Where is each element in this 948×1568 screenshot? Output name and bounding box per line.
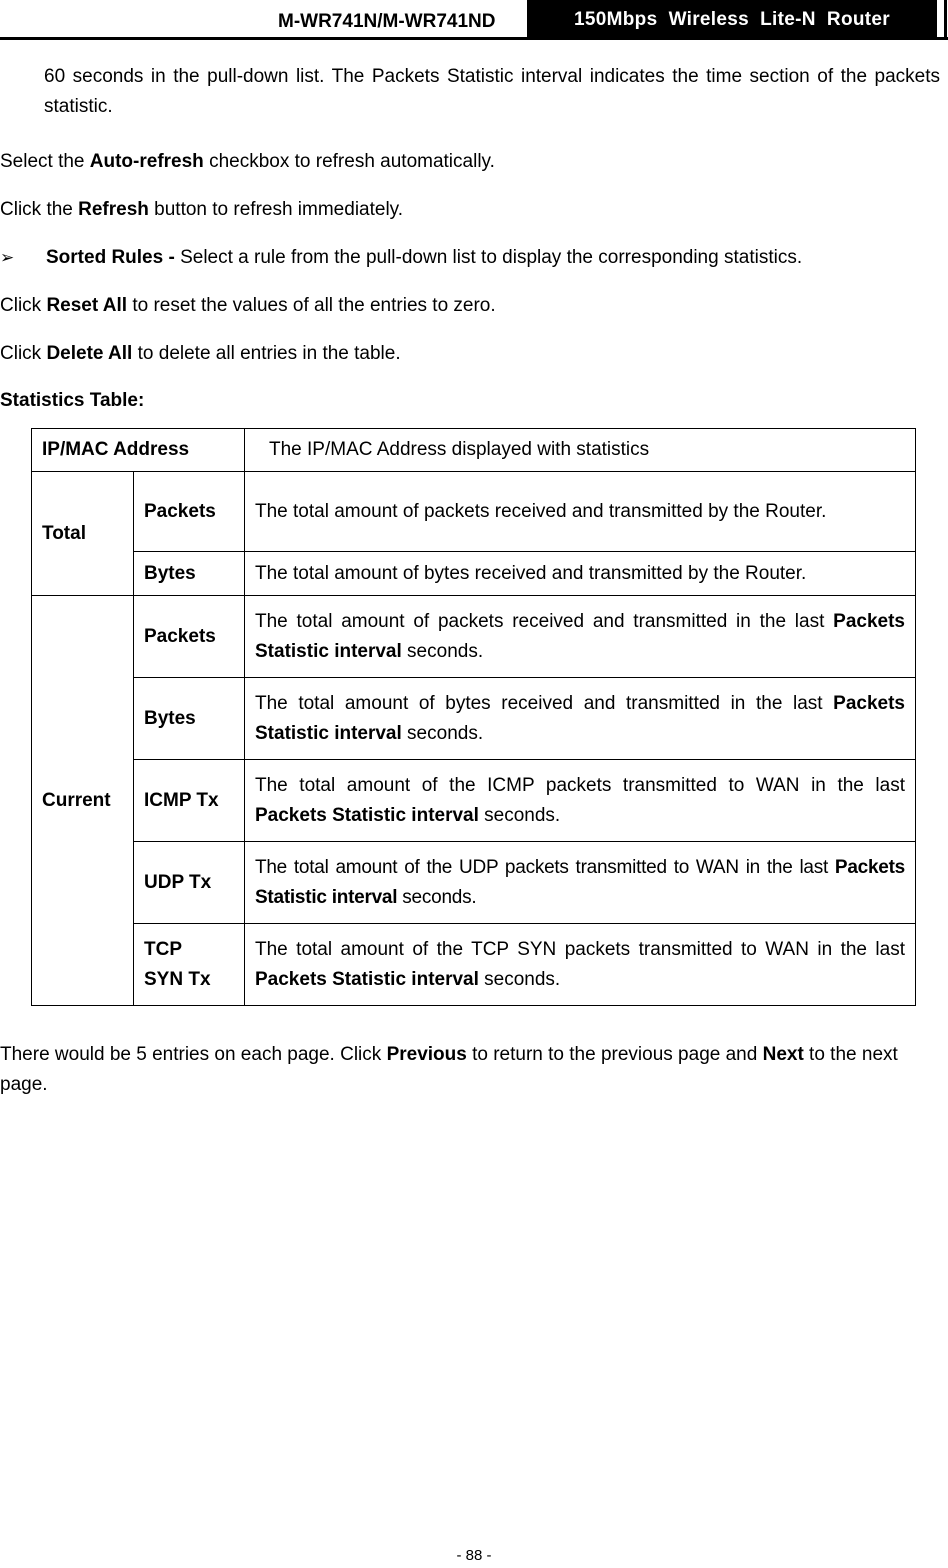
cell-ipmac-desc: The IP/MAC Address displayed with statistics [245, 429, 916, 472]
table-row [32, 552, 916, 596]
term-sorted-rules: Sorted Rules - [46, 247, 181, 268]
paragraph-auto-refresh [0, 147, 942, 177]
term-interval: Packets Statistic interval [255, 692, 905, 744]
text: seconds. [401, 722, 484, 744]
term-interval: Packets Statistic interval [255, 856, 905, 908]
term-previous: Previous [386, 1044, 467, 1065]
arrow-bullet-icon: ➢ [0, 248, 15, 267]
header-model: M-WR741N/M-WR741ND [278, 11, 496, 32]
cell-total-bytes-desc: The total amount of bytes received and transmitted by the Router. [245, 552, 916, 596]
text: Select the [0, 151, 90, 172]
text: The total amount of the ICMP packets transmitted to WAN in the last [255, 774, 905, 796]
cell-cur-bytes-desc [245, 678, 916, 760]
cell-total-packets-desc: The total amount of packets received and transmitted by the Router. [245, 472, 916, 552]
table-row [32, 678, 916, 760]
text: seconds. [401, 640, 484, 662]
term-interval: Packets Statistic interval [255, 610, 905, 662]
text: There would be 5 entries on each page. Click [0, 1044, 387, 1065]
cell-cur-packets-label: Packets [134, 596, 245, 678]
table-row [32, 472, 916, 552]
cell-icmp-desc [245, 760, 916, 842]
text: seconds. [478, 968, 561, 990]
cell-udp-label: UDP Tx [134, 842, 245, 924]
term-refresh: Refresh [78, 199, 149, 220]
table-row [32, 924, 916, 1006]
paragraph-interval: 60 seconds in the pull-down list. The Packets Statistic interval indicates the time section of the packets statistic. [44, 66, 940, 117]
text: to return to the previous page and [466, 1044, 763, 1065]
table-row [32, 760, 916, 842]
text: seconds. [397, 886, 477, 908]
term-auto-refresh: Auto-refresh [89, 151, 204, 172]
text: Click the [0, 199, 79, 220]
cell-total-label: Total [32, 472, 134, 596]
header-tick [944, 0, 947, 40]
bullet-content [46, 243, 802, 273]
table-row [32, 429, 916, 472]
cell-tcp-desc [245, 924, 916, 1006]
term-reset-all: Reset All [46, 295, 128, 316]
text: Click [0, 343, 47, 364]
paragraph-reset-all [0, 291, 942, 321]
cell-total-bytes-label: Bytes [134, 552, 245, 596]
cell-cur-bytes-label: Bytes [134, 678, 245, 760]
table-row [32, 842, 916, 924]
text: checkbox to refresh automatically. [203, 151, 495, 172]
cell-icmp-label: ICMP Tx [134, 760, 245, 842]
term-next: Next [762, 1044, 804, 1065]
text: The total amount of packets received and transmitted in the last [255, 610, 834, 632]
statistics-table-heading: Statistics Table: [0, 390, 145, 411]
text: SYN Tx [144, 968, 211, 990]
text: to the next page. [0, 1044, 898, 1095]
table-row [32, 596, 916, 678]
text: The total amount of bytes received and transmitted in the last [255, 692, 834, 714]
cell-current-label: Current [32, 596, 134, 1006]
cell-tcp-label [134, 924, 245, 1006]
text: seconds. [478, 804, 561, 826]
paragraph-pagination [0, 1040, 942, 1100]
text: to delete all entries in the table. [132, 343, 401, 364]
term-delete-all: Delete All [46, 343, 133, 364]
text: The total amount of the UDP packets transmitted to WAN in the last [255, 856, 835, 878]
page-header [0, 0, 948, 40]
paragraph-delete-all [0, 339, 942, 369]
page-number: - 88 - [456, 1547, 492, 1564]
cell-ipmac-label: IP/MAC Address [32, 429, 245, 472]
cell-cur-packets-desc [245, 596, 916, 678]
paragraph-refresh [0, 195, 942, 225]
text: button to refresh immediately. [148, 199, 404, 220]
text: The total amount of the TCP SYN packets transmitted to WAN in the last [255, 938, 905, 960]
term-interval: Packets Statistic interval [255, 804, 479, 826]
cell-udp-desc [245, 842, 916, 924]
text: Click [0, 295, 47, 316]
text: Select a rule from the pull-down list to display the corresponding statistics. [180, 247, 803, 268]
text: TCP [144, 938, 182, 960]
header-product: 150Mbps Wireless Lite-N Router [574, 9, 890, 30]
statistics-table [31, 428, 916, 1006]
term-interval: Packets Statistic interval [255, 968, 479, 990]
cell-total-packets-label: Packets [134, 472, 245, 552]
header-product-box [527, 0, 937, 40]
text: to reset the values of all the entries to zero. [127, 295, 496, 316]
